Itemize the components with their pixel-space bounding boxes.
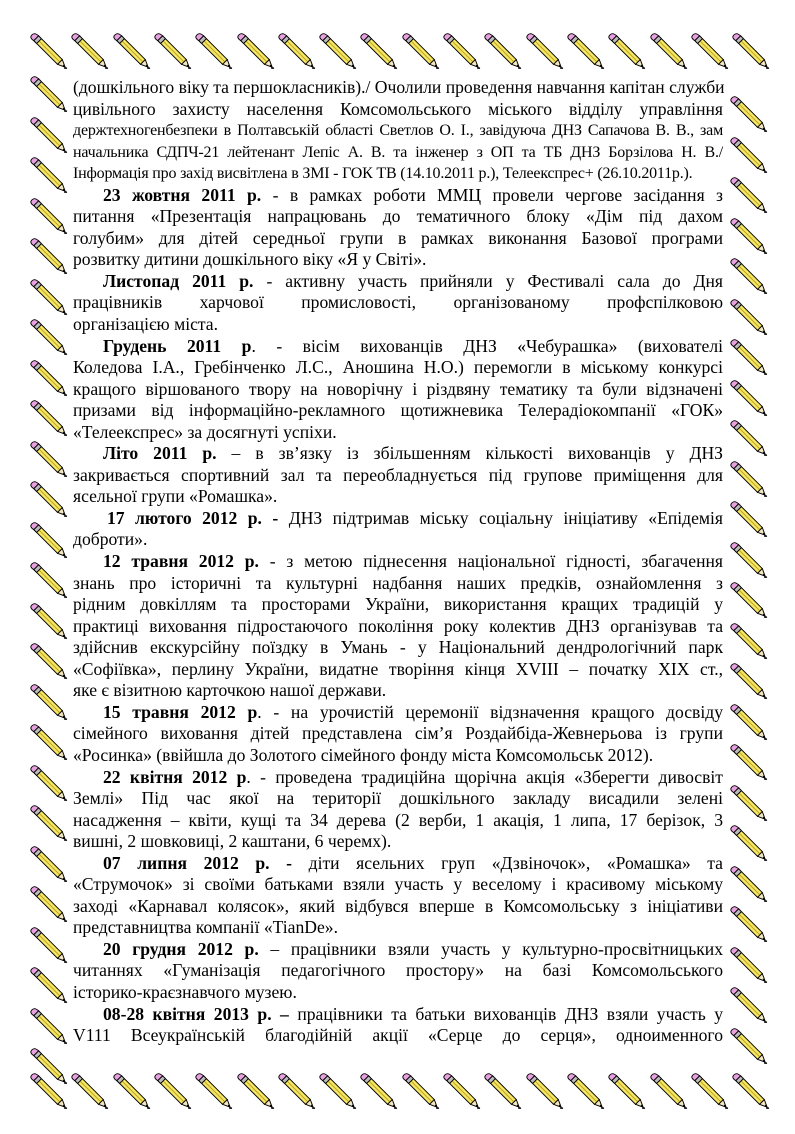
pencil-icon (30, 238, 68, 276)
paragraph-line (73, 379, 723, 401)
paragraph-text: сімейного виховання дітей представлена сім’я Роздайбіда-Жевнерьова із групи (73, 723, 723, 744)
pencil-icon (195, 1073, 233, 1111)
paragraph-first-line (73, 551, 723, 573)
paragraph-line (73, 831, 723, 853)
pencil-icon (30, 441, 68, 479)
paragraph-date: 20 грудня 2012 р. (103, 938, 259, 959)
pencil-icon (154, 33, 192, 71)
paragraph-line (73, 982, 723, 1004)
pencil-icon (730, 461, 768, 499)
pencil-icon (30, 967, 68, 1005)
paragraph-text: розвитку дитини дошкільного віку «Я у Світі». (73, 249, 427, 270)
pencil-icon (730, 906, 768, 944)
paragraph-date: 12 травня 2012 р. (103, 551, 259, 572)
pencil-icon (278, 33, 316, 71)
paragraph-line (73, 142, 723, 164)
pencil-icon (730, 582, 768, 620)
paragraph-date: 22 квітня 2012 р (103, 766, 247, 787)
pencil-icon (484, 33, 522, 71)
paragraph-text: працівників харчової промисловості, організованому профспілковою (73, 292, 723, 313)
paragraph-text: організацією міста. (73, 314, 219, 335)
paragraph-first-line (73, 853, 723, 875)
pencil-icon (30, 724, 68, 762)
pencil-icon (30, 117, 68, 155)
pencil-icon (730, 96, 768, 134)
pencil-icon (526, 1073, 564, 1111)
paragraph-text: знань про історичні та культурні надбання наших предків, ознайомлення з (73, 572, 723, 593)
pencil-icon (730, 339, 768, 377)
pencil-icon (30, 279, 68, 317)
pencil-icon (30, 400, 68, 438)
paragraph-text: «Росинка» (ввійшла до Золотого сімейного фонду міста Комсомольськ 2012). (73, 744, 654, 765)
paragraph-text: питання «Презентація напрацювань до тематичного блоку «Дім під дахом (73, 206, 723, 227)
pencil-icon (526, 33, 564, 71)
pencil-icon (30, 33, 68, 71)
pencil-icon (30, 765, 68, 803)
pencil-icon (567, 33, 605, 71)
pencil-icon (71, 33, 109, 71)
pencil-icon (30, 886, 68, 924)
paragraph-line (73, 637, 723, 659)
paragraph-first-line (73, 939, 723, 961)
paragraph-text: . - проведена традиційна щорічна акція «Зберегти дивосвіт (246, 766, 724, 787)
pencil-icon (650, 1073, 688, 1111)
paragraph-text: яке є візитною карточкою нашої держави. (73, 680, 387, 701)
pencil-icon (154, 1073, 192, 1111)
pencil-icon (30, 76, 68, 114)
paragraph-line (73, 486, 723, 508)
paragraph-first-line (73, 443, 723, 465)
paragraph-text: . - на урочистій церемонії відзначення кращого досвіду (257, 701, 724, 722)
pencil-icon (732, 33, 770, 71)
pencil-icon (402, 33, 440, 71)
paragraph-first-line (73, 702, 723, 724)
paragraph-text: – працівники взяли участь у культурно-просвітницьких (258, 938, 723, 959)
paragraph-line (73, 422, 723, 444)
pencil-icon (30, 927, 68, 965)
pencil-icon (319, 1073, 357, 1111)
pencil-icon (30, 643, 68, 681)
paragraph-first-line (73, 271, 723, 293)
document-body (73, 77, 723, 1047)
pencil-icon (730, 663, 768, 701)
paragraph-line (73, 594, 723, 616)
paragraph-text: рідним довкіллям та просторами України, використання кращих традицій у (73, 594, 723, 615)
paragraph-line (73, 400, 723, 422)
pencil-icon (71, 1073, 109, 1111)
pencil-icon (360, 1073, 398, 1111)
pencil-icon (30, 360, 68, 398)
pencil-icon (360, 33, 398, 71)
paragraph-text: Землі» Під час якої на території дошкільного закладу висадили зелені (73, 788, 723, 809)
pencil-icon (730, 704, 768, 742)
paragraph-text: «Софіївка», перлину України, видатне творіння кінця XVIII – початку XIX ст., (73, 658, 723, 679)
paragraph-line (73, 745, 723, 767)
pencil-icon (113, 1073, 151, 1111)
paragraph-line (73, 616, 723, 638)
pencil-icon (730, 825, 768, 863)
pencil-icon (730, 177, 768, 215)
paragraph-first-line (73, 185, 723, 207)
paragraph-text: працівники та батьки вихованців ДНЗ взяли участь у (288, 1003, 723, 1024)
pencil-icon (30, 603, 68, 641)
paragraph-line (73, 529, 723, 551)
pencil-icon (30, 481, 68, 519)
pencil-icon (730, 420, 768, 458)
paragraph-line (73, 917, 723, 939)
paragraph-text: - в рамках роботи ММЦ провели чергове засідання з (261, 184, 723, 205)
pencil-icon (278, 1073, 316, 1111)
paragraph-text: Інформація про захід висвітлена в ЗМІ - ГОК ТВ (14.10.2011 р.), Телеекспрес+ (26.10.2011р.). (73, 165, 693, 183)
paragraph-text: цивільного захисту населення Комсомольського міського відділу управління (73, 98, 723, 119)
pencil-icon (730, 542, 768, 580)
paragraph-first-line (73, 508, 723, 530)
pencil-icon (608, 1073, 646, 1111)
paragraph-text: представництва компанії «TianDe». (73, 917, 338, 938)
paragraph-line (73, 680, 723, 702)
paragraph-line (73, 573, 723, 595)
paragraph-text: V111 Всеукраїнській благодійній акції «Серце до серця», одноименного (73, 1025, 723, 1046)
paragraph-date: Літо 2011 р. (103, 443, 217, 464)
pencil-icon (730, 1028, 768, 1066)
pencil-icon (730, 785, 768, 823)
paragraph-date: 15 травня 2012 р (103, 701, 258, 722)
paragraph-line (73, 659, 723, 681)
paragraph-line (73, 896, 723, 918)
pencil-icon (319, 33, 357, 71)
pencil-icon (730, 258, 768, 296)
pencil-icon (195, 33, 233, 71)
paragraph-line (73, 206, 723, 228)
paragraph-text: «Струмочок» зі своїми батьками взяли участь у веселому і красивому міському (73, 874, 723, 895)
paragraph-text: . - вісім вихованців ДНЗ «Чебурашка» (вихователі (251, 335, 723, 356)
pencil-icon (30, 684, 68, 722)
pencil-icon (113, 33, 151, 71)
paragraph-line (73, 810, 723, 832)
paragraph-text: діти ясельних груп «Дзвіночок», «Ромашка» та (292, 852, 723, 873)
paragraph-line (73, 960, 723, 982)
paragraph-first-line (73, 77, 723, 99)
pencil-icon (691, 1073, 729, 1111)
paragraph-text: - активну участь прийняли у Фестивалі сала до Дня (253, 270, 724, 291)
pencil-icon (650, 33, 688, 71)
paragraph-line (73, 163, 723, 185)
pencil-icon (30, 805, 68, 843)
paragraph-date: Листопад 2011 р. (103, 270, 254, 291)
paragraph-date: 17 лютого 2012 р. - (107, 507, 279, 528)
pencil-icon (730, 299, 768, 337)
paragraph-text: заході «Карнавал колясок», який відбувся вперше в Комсомольську з ініціативи (73, 895, 723, 916)
pencil-icon (443, 1073, 481, 1111)
paragraph-text: начальника СДПЧ-21 лейтенант Лепіс А. В. та інженер з ОП та ТБ ДНЗ Борзілова Н. В./ (73, 143, 723, 161)
paragraph-text: закривається спортивний зал та переобладнується під групове приміщення для (73, 464, 723, 485)
pencil-icon (30, 1008, 68, 1046)
pencil-icon (730, 744, 768, 782)
pencil-icon (30, 522, 68, 560)
pencil-icon (730, 987, 768, 1025)
paragraph-text: «Телеекспрес» за досягнуті успіхи. (73, 421, 337, 442)
paragraph-text: ясельної групи «Ромашка». (73, 486, 278, 507)
pencil-icon (30, 1048, 68, 1086)
paragraph-text: - з метою піднесення національної гідності, збагачення (258, 551, 723, 572)
paragraph-date: Грудень 2011 р (103, 335, 252, 356)
paragraph-line (73, 465, 723, 487)
pencil-icon (730, 947, 768, 985)
pencil-icon (730, 218, 768, 256)
paragraph-first-line (73, 767, 723, 789)
paragraph-line (73, 788, 723, 810)
paragraph-text: держтехногенбезпеки в Полтавській області Светлов О. І., завідуюча ДНЗ Сапачова В. В., зам (73, 122, 723, 140)
pencil-icon (567, 1073, 605, 1111)
paragraph-text: кращого віршованого твору на новорічну і різдвяну тематику та були відзначені (73, 378, 723, 399)
paragraph-first-line (73, 1004, 723, 1026)
paragraph-line (73, 228, 723, 250)
paragraph-line (73, 292, 723, 314)
paragraph-text: призами від інформаційно-рекламного щотижневика Телерадіокомпанії «ГОК» (73, 400, 723, 421)
pencil-icon (730, 380, 768, 418)
paragraph-text: ДНЗ підтримав міську соціальну ініціативу «Епідемія (278, 507, 723, 528)
pencil-icon (30, 562, 68, 600)
pencil-icon (484, 1073, 522, 1111)
paragraph-text: (дошкільного віку та першокласників)./ Очолили проведення навчання капітан служби (73, 77, 725, 97)
pencil-icon (730, 623, 768, 661)
paragraph-date: 07 липня 2012 р. - (103, 852, 293, 873)
paragraph-text: читаннях «Гуманізація педагогічного простору» на базі Комсомольського (73, 960, 723, 981)
pencil-icon (608, 33, 646, 71)
paragraph-line (73, 1025, 723, 1047)
paragraph-text: історико-краєзнавчого музею. (73, 981, 297, 1002)
paragraph-line (73, 314, 723, 336)
paragraph-text: здійснив екскурсійну поїздку в Умань - у Національний дендрологічний парк (73, 637, 723, 658)
pencil-icon (443, 33, 481, 71)
paragraph-date: 23 жовтня 2011 р. (103, 184, 262, 205)
paragraph-first-line (73, 336, 723, 358)
pencil-icon (730, 137, 768, 175)
pencil-icon (237, 33, 275, 71)
pencil-icon (237, 1073, 275, 1111)
paragraph-text: доброти». (73, 529, 148, 550)
paragraph-text: – в зв’язку із збільшенням кількості вихованців у ДНЗ (216, 443, 723, 464)
paragraph-line (73, 723, 723, 745)
pencil-icon (732, 1073, 770, 1111)
paragraph-line (73, 874, 723, 896)
pencil-icon (30, 198, 68, 236)
paragraph-line (73, 357, 723, 379)
paragraph-text: вишні, 2 шовковиці, 2 каштани, 6 черемх). (73, 831, 392, 852)
paragraph-line (73, 120, 723, 142)
paragraph-date: 08-28 квітня 2013 р. – (103, 1003, 289, 1024)
paragraph-text: насадження – квіти, кущі та 34 дерева (2 верби, 1 акація, 1 липа, 17 берізок, 3 (73, 809, 723, 830)
pencil-icon (730, 501, 768, 539)
paragraph-line (73, 249, 723, 271)
paragraph-text: голубим» для дітей середньої групи в рамках виконання Базової програми (73, 227, 723, 248)
paragraph-text: практиці виховання підростаючого покоління року колектив ДНЗ організував та (73, 615, 723, 636)
pencil-icon (691, 33, 729, 71)
pencil-icon (30, 319, 68, 357)
pencil-icon (402, 1073, 440, 1111)
paragraph-text: Коледова І.А., Гребінченко Л.С., Аношина Н.О.) перемогли в міському конкурсі (73, 357, 723, 378)
paragraph-line (73, 99, 723, 121)
pencil-icon (30, 846, 68, 884)
pencil-icon (730, 866, 768, 904)
pencil-icon (30, 157, 68, 195)
